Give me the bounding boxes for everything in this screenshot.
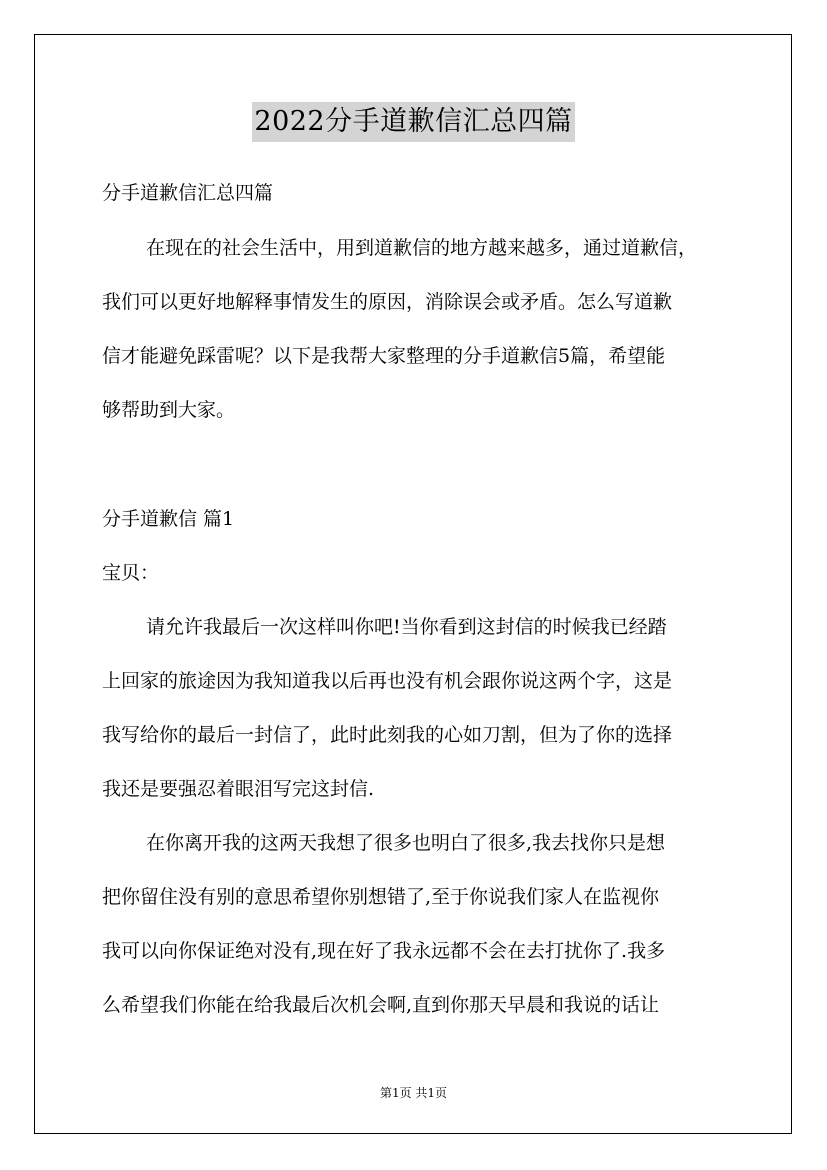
section-heading: 分手道歉信 篇1 (102, 508, 235, 530)
paragraph-line: 我还是要强忍着眼泪写完这封信. (102, 778, 375, 800)
title-container (0, 102, 827, 142)
paragraph-line: 把你留住没有别的意思希望你别想错了,至于你说我们家人在监视你 (102, 886, 660, 908)
paragraph-line: 请允许我最后一次这样叫你吧!当你看到这封信的时候我已经踏 (146, 616, 667, 638)
intro-line: 够帮助到大家。 (102, 399, 236, 421)
document-title: 2022分手道歉信汇总四篇 (252, 102, 574, 142)
paragraph-line: 上回家的旅途因为我知道我以后再也没有机会跟你说这两个字，这是 (102, 670, 673, 692)
paragraph-line: 我可以向你保证绝对没有,现在好了我永远都不会在去打扰你了.我多 (102, 940, 666, 962)
intro-line: 在现在的社会生活中，用到道歉信的地方越来越多，通过道歉信， (146, 237, 698, 259)
salutation: 宝贝： (102, 562, 160, 584)
intro-line: 信才能避免踩雷呢？以下是我帮大家整理的分手道歉信5篇，希望能 (102, 345, 666, 367)
intro-line: 我们可以更好地解释事情发生的原因，消除误会或矛盾。怎么写道歉 (102, 291, 673, 313)
paragraph-line: 我写给你的最后一封信了，此时此刻我的心如刀割，但为了你的选择 (102, 724, 673, 746)
page-footer: 第1页 共1页 (379, 1086, 448, 1100)
document-subtitle: 分手道歉信汇总四篇 (102, 182, 274, 204)
paragraph-line: 在你离开我的这两天我想了很多也明白了很多,我去找你只是想 (146, 832, 666, 854)
paragraph-line: 么希望我们你能在给我最后次机会啊,直到你那天早晨和我说的话让 (102, 994, 660, 1016)
